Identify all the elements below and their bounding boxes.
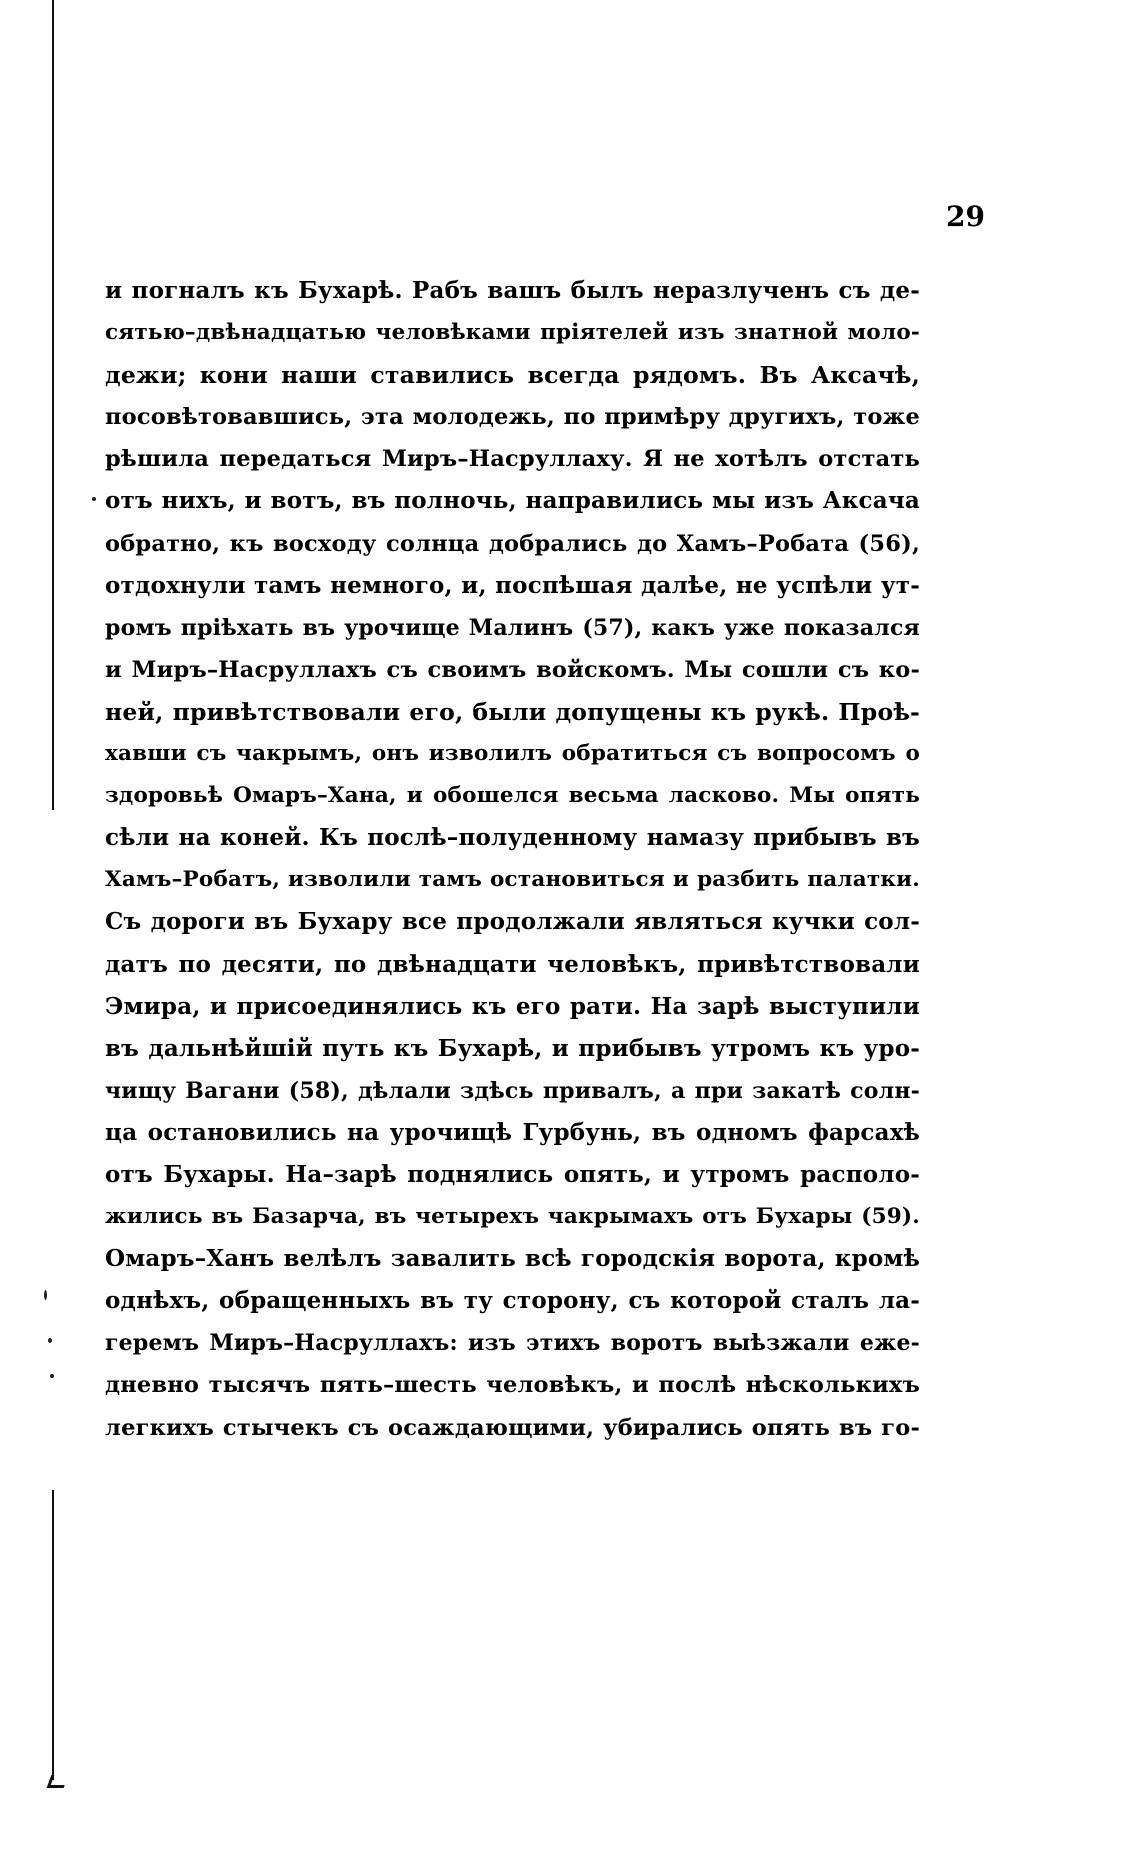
scan-speck [50, 1374, 54, 1378]
text-line: датъ по десяти, по двѣнадцати человѣкъ, привѣтствовали [105, 950, 920, 978]
text-line: хавши съ чакрымъ, онъ изволилъ обратиться съ вопросомъ о [105, 741, 920, 767]
text-line: ней, привѣтствовали его, были допущены къ рукѣ. Проѣ- [105, 697, 920, 726]
text-line: и Миръ–Насруллахъ съ своимъ войскомъ. Мы сошли съ ко- [105, 656, 920, 683]
page-number: 29 [946, 200, 985, 233]
text-line: легкихъ стычекъ съ осаждающими, убирались опять въ го- [105, 1414, 920, 1441]
text-line: Эмира, и присоединялись къ его рати. На зарѣ выступили [105, 992, 920, 1020]
text-line: дежи; кони наши ставились всегда рядомъ. Въ Аксачѣ, [105, 361, 920, 390]
text-line: чищу Вагани (58), дѣлали здѣсь привалъ, а при закатѣ солн- [105, 1077, 920, 1104]
text-line: дневно тысячъ пять–шесть человѣкъ, и послѣ нѣсколькихъ [105, 1372, 920, 1399]
binding-edge-upper [52, 0, 54, 810]
text-line: отъ нихъ, и вотъ, въ полночь, направились мы изъ Аксача [105, 487, 920, 515]
text-line: обратно, къ восходу солнца добрались до Хамъ–Робата (56), [105, 530, 920, 557]
text-line: Омаръ–Ханъ велѣлъ завалить всѣ городскія ворота, кромѣ [105, 1245, 920, 1273]
text-line: сятью–двѣнадцатью человѣками пріятелей изъ знатной моло- [105, 320, 920, 346]
text-line: ца остановились на урочищѣ Гурбунь, въ одномъ фарсахѣ [105, 1118, 920, 1146]
scan-speck [48, 1338, 52, 1343]
scan-speck [44, 1290, 47, 1300]
text-line: Хамъ–Робатъ, изволили тамъ остановиться и разбить палатки. [105, 867, 920, 893]
scan-speck [92, 497, 96, 501]
binding-edge-lower [52, 1490, 54, 1780]
text-line: и погналъ къ Бухарѣ. Рабъ вашъ былъ неразлученъ съ де- [105, 277, 920, 304]
text-line: геремъ Миръ–Насруллахъ: изъ этихъ воротъ выѣзжали еже- [105, 1330, 920, 1357]
text-line: въ дальнѣйшій путь къ Бухарѣ, и прибывъ утромъ къ уро- [105, 1034, 920, 1062]
text-line: однѣхъ, обращенныхъ въ ту сторону, съ которой сталъ ла- [105, 1287, 920, 1315]
text-line: рѣшила передаться Миръ–Насруллаху. Я не хотѣлъ отстать [105, 446, 920, 473]
text-line: посовѣтовавшись, эта молодежь, по примѣру другихъ, тоже [105, 404, 920, 431]
body-text [105, 270, 920, 1449]
text-line: ромъ пріѣхать въ урочище Малинъ (57), какъ уже показался [105, 614, 920, 641]
text-line: отъ Бухары. На–зарѣ поднялись опять, и утромъ располо- [105, 1160, 920, 1188]
text-line: здоровьѣ Омаръ–Хана, и обошелся весьма ласково. Мы опять [105, 783, 920, 809]
text-line: жились въ Базарча, въ четырехъ чакрымахъ отъ Бухары (59). [105, 1204, 920, 1230]
text-line: отдохнули тамъ немного, и, поспѣшая далѣе, не успѣли ут- [105, 571, 920, 599]
text-line: сѣли на коней. Къ послѣ–полуденному намазу прибывъ въ [105, 824, 920, 852]
text-line: Съ дороги въ Бухару все продолжали являться кучки сол- [105, 908, 920, 936]
